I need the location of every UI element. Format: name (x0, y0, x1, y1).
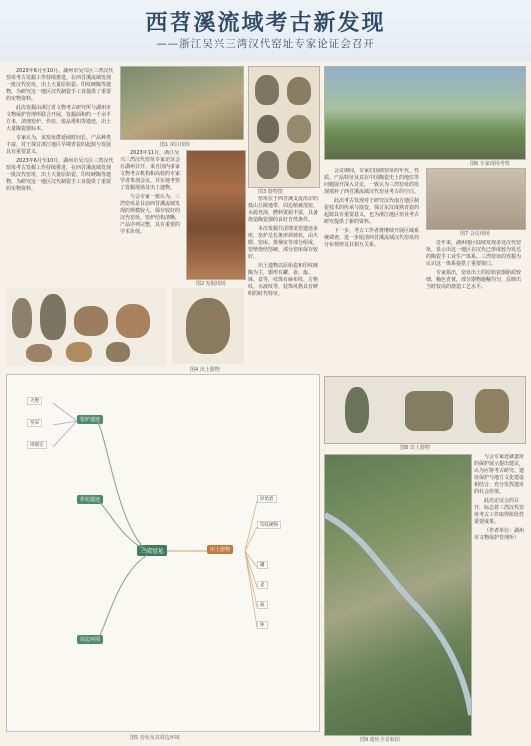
vessel-image (257, 151, 279, 179)
caption-fig8: 图8 出土器物 (400, 445, 430, 451)
vessel-image (405, 391, 453, 431)
paragraph: 2023年11月，浙江吴兴三湾汉代窑址专家论证会在湖州召开。来自国内多家文物考古机构和高校的专家学者参加会议，并实地考察了发掘现场及出土遗物。 (120, 150, 180, 191)
paragraph: 与会专家一致认为，三湾窑址是目前西苕溪流域发现的规模较大、保存较好的汉代窑址，窑炉结构清晰，产品序列完整，具有重要的学术价值。 (120, 194, 180, 235)
photo-site (120, 66, 244, 140)
mindmap-connectors (7, 375, 319, 731)
paragraph: 此次发掘由浙江省文物考古研究所与湖州市文物保护管理所联合开展，发掘面积约一千余平方米，清理窑炉、作坊、废品堆积等遗迹，出土大量陶瓷器标本。 (6, 105, 112, 132)
photo-pottery-row (6, 288, 166, 366)
photo-artifacts-grid (248, 66, 320, 188)
mindmap-root: 三湾窑址 (137, 545, 167, 556)
paragraph: 近年来，湖州地区陆续发现多处汉代窑址，显示出这一地区在汉代已形成较为发达的陶瓷手工业生产体系。三湾窑址的发掘为认识这一体系提供了重要窗口。 (426, 240, 522, 267)
mindmap-leaf: 瓿 (257, 601, 268, 609)
photo-aerial (324, 454, 472, 736)
paragraph: 出土遗物以原始瓷和印纹硬陶为主，器形有罐、壶、瓿、钵、盆等，纹饰有麻布纹、方格纹、水波纹等，装饰风格具有鲜明的时代特征。 (248, 263, 318, 297)
article-column-1 (6, 68, 114, 282)
paragraph: 2023年6月至10月，湖州市吴兴区三湾汉代窑址考古发掘工作持续推进，在西苕溪流域发现一批汉代窑址，出土大量原始瓷、印纹硬陶等遗物，为研究这一地区汉代制瓷手工业提供了重要的实物资料。 (6, 68, 114, 102)
page-title: 西苕溪流域考古新发现 (145, 10, 386, 36)
mindmap-branch: 作坊遗迹 (77, 495, 103, 504)
paragraph: 窑址位于西苕溪支流沿岸的低山丘陵地带，周边植被茂密，水源充沛，燃料资源丰富，具备烧造陶瓷器的良好自然条件。 (248, 196, 318, 223)
vessel-image (116, 304, 150, 338)
article-column-3 (248, 196, 318, 376)
paragraph: 下一步，考古工作者将继续开展区域系统调查，进一步厘清西苕溪流域汉代窑址的分布规律及其相互关系。 (324, 228, 420, 248)
paragraph: 与会专家还就遗址的保护展示提出建议，认为应将考古研究、遗址保护与地方文化建设相结合，充分发挥遗址的社会价值。 (474, 454, 525, 495)
mindmap-leaf: 排烟室 (27, 441, 47, 449)
caption-fig9: 图9 遗址全景航拍 (360, 737, 400, 743)
mindmap-branch: 窑炉遗迹 (77, 415, 103, 424)
paragraph: 此次论证会的召开，标志着三湾汉代窑址考古工作取得阶段性重要成果。 (474, 498, 525, 525)
vessel-image (12, 298, 32, 338)
caption-fig4: 图4 出土器物 (190, 367, 220, 373)
article-column-2 (120, 150, 180, 280)
footer-note: （作者单位：湖州市文物保护管理所） (474, 528, 525, 541)
mindmap-leaf: 火膛 (27, 397, 42, 405)
vessel-image (345, 387, 369, 433)
vessel-image (287, 151, 311, 179)
vessel-image (186, 298, 230, 354)
mindmap-leaf: 罐 (257, 561, 268, 569)
mindmap-leaf: 壶 (257, 581, 268, 589)
photo-jar (172, 288, 244, 364)
vessel-image (26, 344, 52, 362)
article-column-6 (474, 454, 526, 734)
paragraph: 此次考古发现对于研究汉代南方地区制瓷技术的传承与演变、探讨东汉成熟青瓷的起源具有重要意义，也为浙江地区窑业考古研究提供了新的资料。 (324, 198, 420, 225)
caption-fig5: 图5 窑址及其周边环境 (130, 735, 180, 741)
photo-meeting (426, 168, 526, 230)
mindmap-leaf: 印纹硬陶 (257, 521, 281, 529)
mindmap-leaf: 钵 (257, 621, 268, 629)
mindmap-diagram (6, 374, 320, 732)
caption-fig7: 图7 会议现场 (460, 231, 490, 237)
paragraph: 专家认为，该窑址群延续时间长、产品种类丰富，对于探讨浙江地区早期青瓷的起源与发展具有重要意义。 (6, 135, 112, 155)
vessel-image (74, 306, 108, 336)
vessel-image (257, 115, 279, 143)
vessel-image (66, 342, 92, 362)
caption-fig3: 图3 器物图 (258, 189, 283, 195)
caption-fig2: 图2 发掘现场 (196, 281, 226, 287)
photo-experts (324, 66, 526, 160)
caption-fig6: 图6 专家现场考察 (470, 161, 510, 167)
vessel-image (40, 294, 66, 340)
mindmap-leaf: 窑床 (27, 419, 42, 427)
paragraph: 会议期间，专家们围绕窑址的年代、性质、产品特征及其在中国陶瓷史上的地位等问题展开深入讨论，一致认为三湾窑址的发现填补了西苕溪流域汉代窑业考古的空白。 (324, 168, 420, 195)
paragraph: 2023年6月至10月，湖州市吴兴区三湾汉代窑址考古发掘工作持续推进，在西苕溪流域发现一批汉代窑址，出土大量原始瓷、印纹硬陶等遗物，为研究这一地区汉代制瓷手工业提供了重要的实物资料。 (6, 158, 114, 192)
vessel-image (475, 389, 509, 433)
photo-excavation (186, 150, 246, 280)
mindmap-branch: 出土器物 (207, 545, 233, 554)
vessel-image (287, 115, 311, 143)
vessel-image (287, 77, 311, 105)
article-column-4 (324, 168, 420, 368)
vessel-image (255, 75, 279, 105)
paragraph: 本次发掘共清理龙窑遗迹多座，窑炉呈长条形斜坡状，由火膛、窑床、排烟室等部分组成，窑壁烧结坚硬，部分窑床保存较好。 (248, 226, 318, 260)
article-column-5 (426, 240, 524, 370)
mindmap-leaf: 原始瓷 (257, 495, 277, 503)
page-subtitle: ——浙江吴兴三湾汉代窑址专家论证会召开 (156, 38, 375, 50)
paragraph: 专家指出，窑址出土的原始瓷器胎质较细，釉色青黄，部分器物施釉均匀，反映出当时较高的烧造工艺水平。 (426, 270, 522, 290)
vessel-image (106, 342, 130, 362)
river-path (325, 455, 471, 735)
mindmap-branch: 周边环境 (77, 635, 103, 644)
caption-fig1: 图1 项目现场 (160, 142, 190, 148)
photo-bronze-artifacts (324, 376, 526, 444)
